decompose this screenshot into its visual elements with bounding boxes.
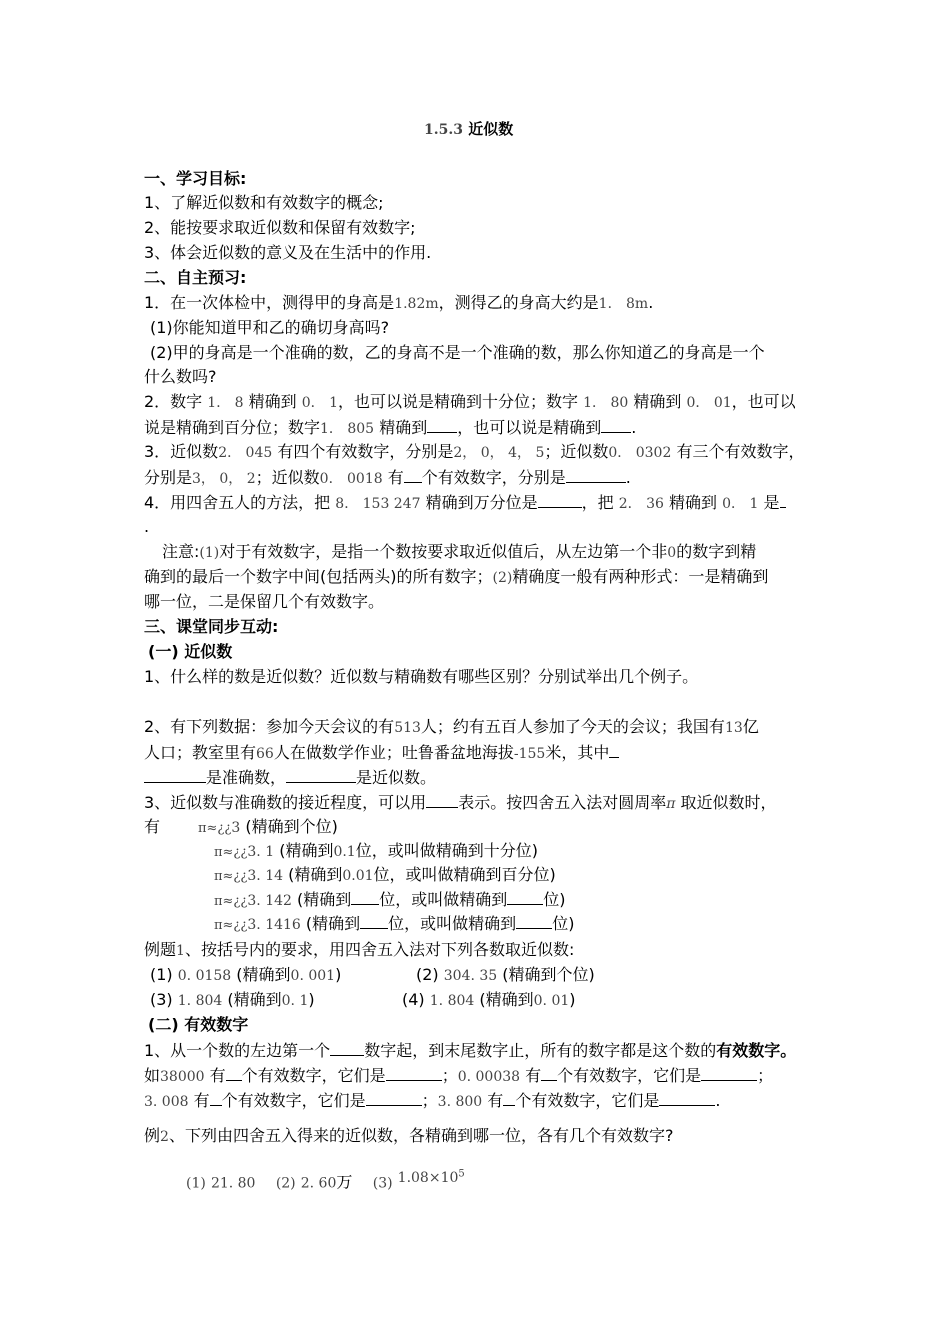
- blank[interactable]: [609, 741, 619, 758]
- blank[interactable]: [541, 1064, 557, 1081]
- approx-q1: 1、什么样的数是近似数？近似数与精确数有哪些区别？分别试举出几个例子。: [144, 667, 699, 686]
- note-line1: 注意:(1)对于有效数字，是指一个数按要求取近似值后，从左边第一个非0的数字到精: [162, 542, 757, 561]
- example1-title: 例题1、按括号内的要求，用四舍五入法对下列各数取近似数:: [144, 940, 575, 959]
- sigfig-q1: 1、从一个数的左边第一个 数字起，到末尾数字止，所有的数字都是这个数的有效数字。: [144, 1041, 797, 1060]
- sigfig-q1-line3: 3. 008 有 个有效数字，它们是 ；3. 800 有 个有效数字，它们是 .: [144, 1091, 721, 1110]
- pi-row-3: π≈¿¿3. 14 (精确到0.01位，或叫做精确到百分位): [214, 865, 556, 884]
- preview-q4: 4．用四舍五人的方法，把 8． 153 247 精确到万分位是 ，把 2． 36 精确到 0． 1 是: [144, 491, 786, 515]
- example1-item-4: (4) 1. 804 (精确到0. 01): [402, 990, 576, 1009]
- subsection1-heading: (一) 近似数: [148, 642, 233, 661]
- blank[interactable]: [330, 1039, 364, 1056]
- blank[interactable]: [286, 766, 356, 783]
- preview-q2-line1: 2．数字 1． 8 精确到 0． 1，也可以说是精确到十分位；数字 1． 80 精确到 0． 01，也可以: [144, 392, 796, 411]
- goal-item-1: 1、了解近似数和有效数字的概念;: [144, 193, 384, 212]
- preview-q1-sub2: (2)甲的身高是一个准确的数，乙的身高不是一个准确的数，那么你知道乙的身高是一个: [150, 343, 765, 362]
- blank[interactable]: [507, 888, 543, 905]
- preview-q3-line1: 3．近似数2． 045 有四个有效数字，分别是2， 0， 4， 5；近似数0． 0302 有三个有效数字，: [144, 442, 805, 461]
- approx-q3-line2: 有: [144, 817, 161, 836]
- approx-q2-line3: 是准确数， 是近似数。: [144, 766, 436, 789]
- preview-q1: 1．在一次体检中，测得甲的身高是1.82m，测得乙的身高大约是1． 8m.: [144, 293, 654, 312]
- preview-q4-end: .: [144, 517, 150, 536]
- blank[interactable]: [427, 416, 457, 433]
- example1-item-3: (3) 1. 804 (精确到0. 1): [150, 990, 315, 1009]
- section3-heading: 三、课堂同步互动:: [144, 617, 279, 636]
- note-line2: 确到的最后一个数字中间(包括两头)的所有数字；(2)精确度一般有两种形式：一是精确到: [144, 567, 769, 586]
- blank[interactable]: [601, 416, 631, 433]
- pi-row-1: π≈¿¿3 (精确到个位): [198, 817, 338, 836]
- blank[interactable]: [426, 791, 458, 808]
- approx-q2-line1: 2、有下列数据：参加今天会议的有513人；约有五百人参加了今天的会议；我国有13亿: [144, 717, 759, 736]
- blank[interactable]: [360, 912, 388, 929]
- sigfig-q1-line2: 如38000 有 个有效数字，它们是 ；0. 00038 有 个有效数字，它们是 ；: [144, 1066, 774, 1085]
- title-number: 1.5.3: [424, 122, 463, 138]
- section1-heading: 一、学习目标:: [144, 169, 247, 188]
- blank[interactable]: [659, 1089, 715, 1106]
- blank[interactable]: [503, 1089, 515, 1106]
- pi-row-5: π≈¿¿3. 1416 (精确到 位，或叫做精确到 位): [214, 914, 575, 933]
- blank[interactable]: [538, 491, 582, 508]
- pi-row-2: π≈¿¿3. 1 (精确到0.1位，或叫做精确到十分位): [214, 841, 538, 860]
- approx-q3-line1: 3、近似数与准确数的接近程度，可以用 表示。按四舍五入法对圆周率π 取近似数时，: [144, 793, 777, 812]
- example1-item-2: (2) 304. 35 (精确到个位): [416, 965, 595, 984]
- blank[interactable]: [144, 766, 206, 783]
- preview-q1-sub2-cont: 什么数吗?: [144, 367, 217, 386]
- blank[interactable]: [210, 1089, 222, 1106]
- example2-items: (1) 21. 80 (2) 2. 60万 (3) $1.08\times 10^5$: [186, 1168, 465, 1192]
- blank[interactable]: [351, 888, 379, 905]
- blank[interactable]: [366, 1089, 422, 1106]
- pi-row-4: π≈¿¿3. 142 (精确到 位，或叫做精确到 位): [214, 890, 566, 909]
- example2-title: 例2、下列由四舍五入得来的近似数，各精确到哪一位，各有几个有效数字?: [144, 1126, 674, 1145]
- blank[interactable]: [386, 1064, 442, 1081]
- page-title: [424, 118, 513, 141]
- blank[interactable]: [404, 466, 422, 483]
- blank[interactable]: [516, 912, 552, 929]
- preview-q3-line2: 分别是3， 0， 2；近似数0． 0018 有 个有效数字，分别是 .: [144, 468, 631, 487]
- blank[interactable]: [780, 491, 786, 508]
- note-line3: 哪一位，二是保留几个有效数字。: [144, 592, 385, 611]
- blank[interactable]: [226, 1064, 242, 1081]
- blank[interactable]: [566, 466, 626, 483]
- section2-heading: 二、自主预习:: [144, 268, 247, 287]
- approx-q2-line2: 人口；教室里有66人在做数学作业；吐鲁番盆地海拔-155米，其中: [144, 741, 619, 765]
- example1-item-1: (1) 0. 0158 (精确到0. 001): [150, 965, 342, 984]
- goal-item-3: 3、体会近似数的意义及在生活中的作用.: [144, 243, 432, 262]
- preview-q2-line2: 说是精确到百分位；数字1． 805 精确到 ，也可以说是精确到 .: [144, 418, 637, 437]
- preview-q1-sub1: (1)你能知道甲和乙的确切身高吗?: [150, 318, 390, 337]
- goal-item-2: 2、能按要求取近似数和保留有效数字;: [144, 218, 416, 237]
- title-text: 近似数: [468, 120, 514, 138]
- blank[interactable]: [701, 1064, 757, 1081]
- subsection2-heading: (二) 有效数字: [148, 1015, 249, 1034]
